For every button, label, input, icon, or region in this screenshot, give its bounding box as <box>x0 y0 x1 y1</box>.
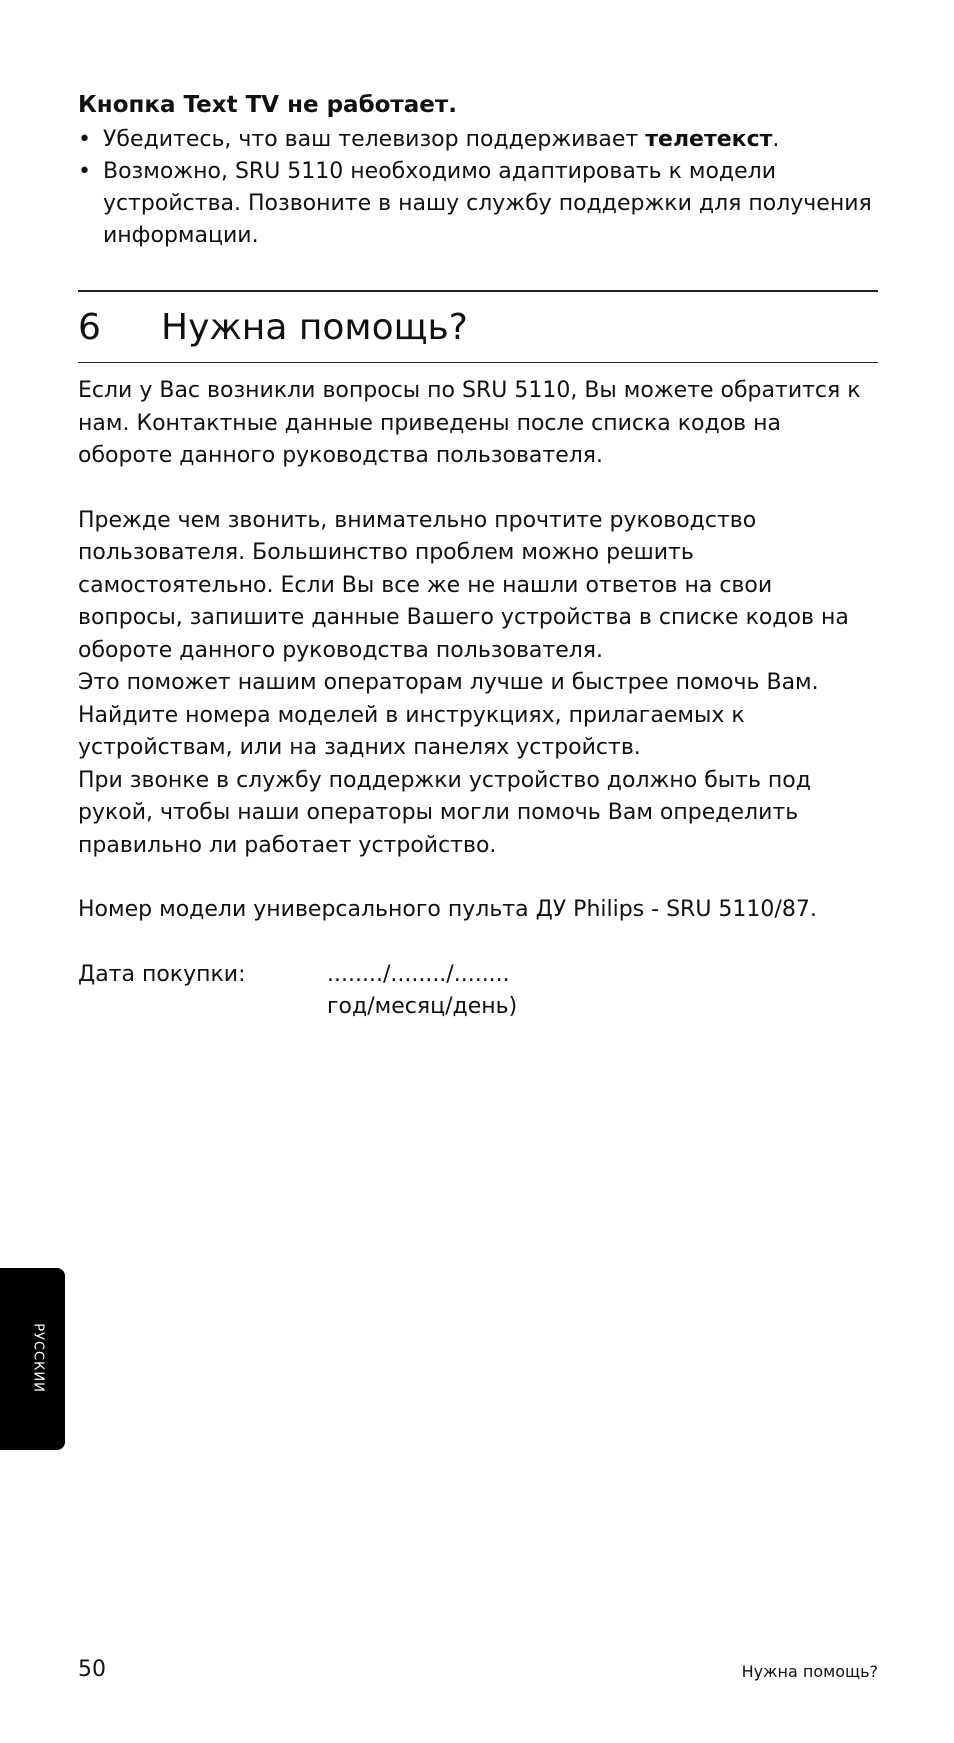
list-item <box>78 156 878 252</box>
instructions-paragraph-1: Прежде чем звонить, внимательно прочтите руководство пользователя. Большинство проблем можно решить самостоятельно. Если Вы все же не нашли ответов на свои вопросы, запишите данные Вашего устройства в списке кодов на обороте данного руководства пользователя. <box>78 507 849 663</box>
chapter-heading <box>78 292 878 362</box>
bullet-glyph: • <box>78 159 91 184</box>
chapter-number: 6 <box>78 306 101 348</box>
troubleshooting-heading: Кнопка Text TV не работает. <box>78 92 457 118</box>
chapter-title: Нужна помощь? <box>161 306 468 348</box>
bullet-glyph: • <box>78 127 91 152</box>
bullet-text: Убедитесь, что ваш телевизор поддерживает <box>103 127 646 152</box>
troubleshooting-list <box>78 124 878 252</box>
bullet-text-end: . <box>772 127 780 152</box>
language-tab-label: РУССКИИ <box>30 1323 46 1393</box>
purchase-date-placeholder: ......../......../........ <box>327 961 510 987</box>
list-item <box>78 124 878 156</box>
instructions-paragraph-3: При звонке в службу поддержки устройство должно быть под рукой, чтобы наши операторы могли помочь Вам определить правильно ли работает устройство. <box>78 767 811 858</box>
purchase-date-label: Дата покупки: <box>78 961 246 987</box>
purchase-date-format: год/месяц/день) <box>327 993 518 1019</box>
model-number-line: Номер модели универсального пульта ДУ Philips - SRU 5110/87. <box>78 897 817 922</box>
bullet-emphasis: телетекст <box>645 127 773 152</box>
footer-section-title: Нужна помощь? <box>741 1662 878 1681</box>
instructions-paragraph-2: Это поможет нашим операторам лучше и быстрее помочь Вам. Найдите номера моделей в инструкциях, прилагаемых к устройствам, или на задних панелях устройств. <box>78 670 819 760</box>
page-number: 50 <box>78 1657 106 1682</box>
purchase-date-value <box>327 959 517 1023</box>
contact-paragraph: Если у Вас возникли вопросы по SRU 5110, Вы можете обратится к нам. Контактные данные приведены после списка кодов на обороте данного руководства пользователя. <box>78 378 861 468</box>
page-content <box>78 90 878 1023</box>
bullet-text: Возможно, SRU 5110 необходимо адаптировать к модели устройства. Позвоните в нашу службу поддержки для получения информации. <box>103 159 872 248</box>
purchase-date-row <box>78 959 878 1023</box>
